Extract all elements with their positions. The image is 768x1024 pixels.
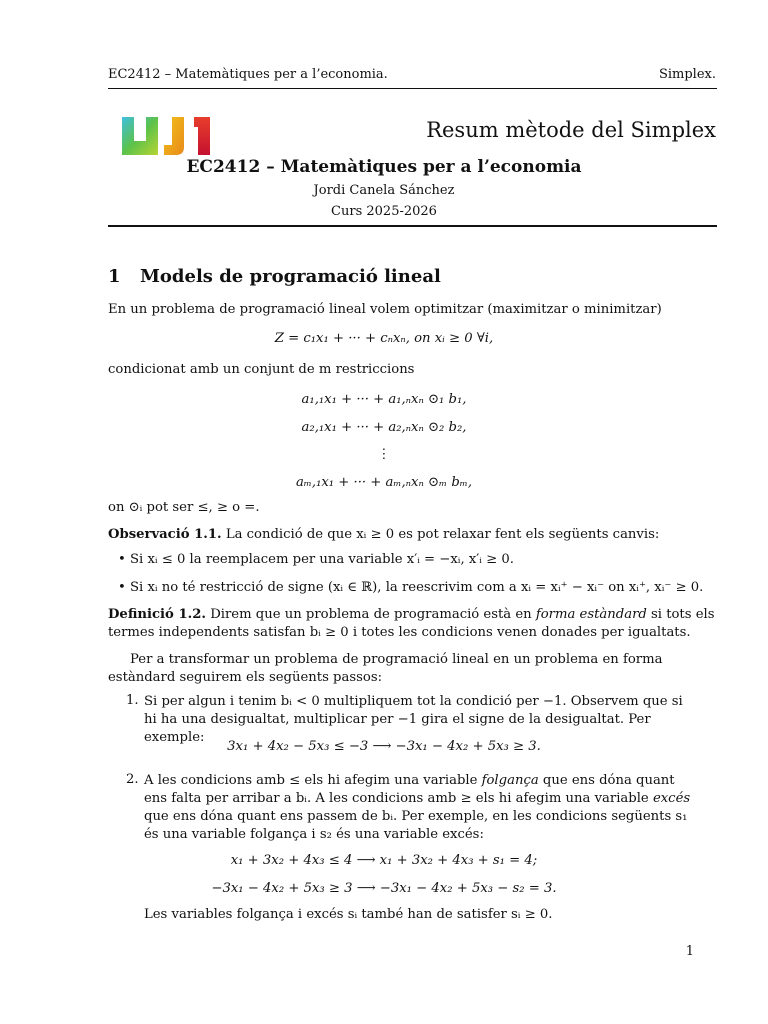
definition-text-a: Direm que un problema de programació està en — [210, 607, 536, 622]
observation-text: La condició de que xᵢ ≥ 0 es pot relaxar fent els següents canvis: — [225, 527, 660, 542]
step-1-text: Si per algun i tenim bᵢ < 0 multipliquem tot la condició per −1. Observem que si hi ha una desigualtat, multiplicar per −1 gira el signe de la desigualtat. Per exemple: — [144, 694, 683, 745]
title-rule — [108, 225, 717, 227]
observation-item-2: • Si xᵢ no té restricció de signe (xᵢ ∈ ℝ), la reescrivim com a xᵢ = xᵢ⁺ − xᵢ⁻ on xᵢ⁺, xᵢ⁻ ≥ 0. — [130, 580, 703, 595]
definition — [108, 606, 717, 642]
constraints-intro: condicionat amb un conjunt de m restriccions — [108, 362, 415, 377]
step-2-after: Les variables folgança i excés sᵢ també han de satisfer sᵢ ≥ 0. — [144, 907, 553, 922]
course-year: Curs 2025-2026 — [331, 204, 437, 219]
observation-label: Observació 1.1. — [108, 527, 222, 542]
objective-equation: Z = c₁x₁ + ··· + cₙxₙ, on xᵢ ≥ 0 ∀i, — [274, 331, 494, 346]
section-heading — [108, 266, 441, 287]
header-rule — [108, 88, 717, 89]
step-2-emphasis-2: excés — [652, 791, 691, 806]
constraint-1: a₁,₁x₁ + ··· + a₁,ₙxₙ ⊙₁ b₁, — [301, 392, 467, 407]
running-header-left: EC2412 – Matemàtiques per a l’economia. — [108, 67, 388, 82]
document-title: Resum mètode del Simplex — [426, 118, 716, 142]
document-subtitle: EC2412 – Matemàtiques per a l’economia — [186, 157, 582, 177]
step-2-number: 2. — [126, 772, 139, 787]
step-2-text-c: que ens dóna quant ens passem de bᵢ. Per exemple, en les condicions següents s₁ és una variable folgança i s₂ és una variable excés: — [144, 809, 688, 842]
vertical-dots: ⋮ — [377, 447, 391, 462]
definition-text-b: si tots els termes independents satisfan bᵢ ≥ 0 i totes les condicions venen donades per igualtats. — [108, 607, 715, 640]
definition-emphasis: forma estàndard — [535, 607, 647, 622]
constraint-m: aₘ,₁x₁ + ··· + aₘ,ₙxₙ ⊙ₘ bₘ, — [295, 475, 473, 490]
observation — [108, 526, 717, 544]
odot-note: on ⊙ᵢ pot ser ≤, ≥ o =. — [108, 500, 260, 515]
definition-label: Definició 1.2. — [108, 607, 206, 622]
step-2-equation-2: −3x₁ − 4x₂ + 5x₃ ≥ 3 ⟶ −3x₁ − 4x₂ + 5x₃ − s₂ = 3. — [211, 881, 557, 896]
transform-paragraph: Per a transformar un problema de programació lineal en un problema en forma estàndard seguirem els següents passos: — [108, 652, 663, 685]
step-2-text — [144, 772, 697, 844]
section-title: Models de programació lineal — [140, 266, 441, 287]
step-1-number: 1. — [126, 693, 139, 708]
constraint-2: a₂,₁x₁ + ··· + a₂,ₙxₙ ⊙₂ b₂, — [301, 420, 467, 435]
page-number: 1 — [685, 944, 694, 959]
uji-logo — [122, 113, 214, 155]
author: Jordi Canela Sánchez — [313, 183, 455, 198]
step-2-emphasis-1: folgança — [481, 773, 539, 788]
step-2-equation-1: x₁ + 3x₂ + 4x₃ ≤ 4 ⟶ x₁ + 3x₂ + 4x₃ + s₁ = 4; — [230, 853, 538, 868]
running-header-right: Simplex. — [658, 67, 716, 82]
observation-item-1: • Si xᵢ ≤ 0 la reemplacem per una variable x′ᵢ = −xᵢ, x′ᵢ ≥ 0. — [130, 552, 514, 567]
step-2-text-a: A les condicions amb ≤ els hi afegim una variable — [144, 773, 482, 788]
intro-paragraph: En un problema de programació lineal volem optimitzar (maximitzar o minimitzar) — [108, 302, 662, 317]
step-2-text-b: que ens dóna quant ens falta per arribar a bᵢ. A les condicions amb ≥ els hi afegim una variable — [144, 773, 675, 806]
step-1-equation: 3x₁ + 4x₂ − 5x₃ ≤ −3 ⟶ −3x₁ − 4x₂ + 5x₃ ≥ 3. — [227, 739, 541, 754]
section-number: 1 — [108, 266, 121, 287]
